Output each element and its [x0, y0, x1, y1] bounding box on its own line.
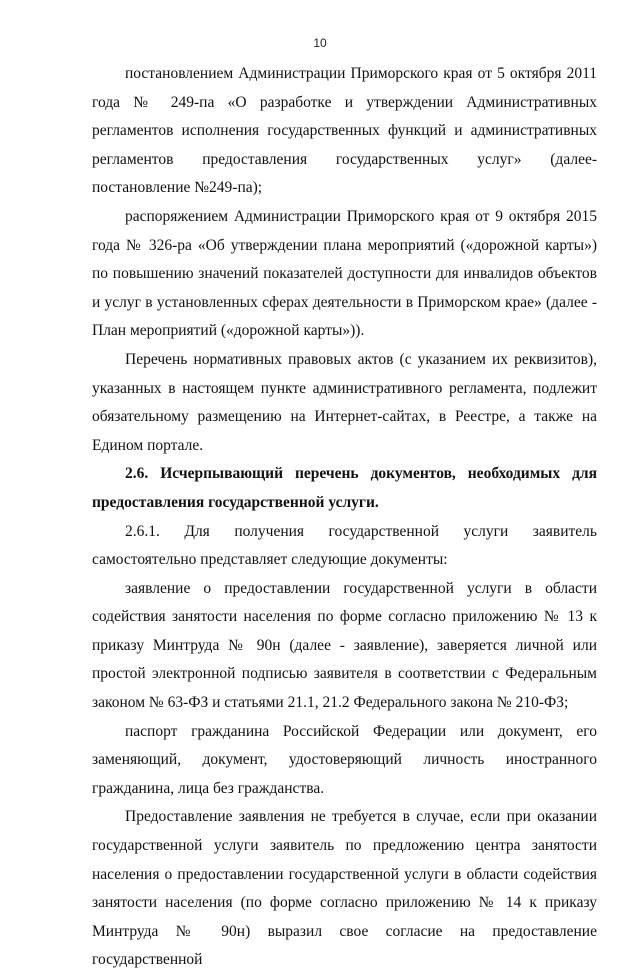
page-number: 10: [313, 36, 327, 50]
paragraph-legal-acts-list: Перечень нормативных правовых актов (с указанием их реквизитов), указанных в настоящем пункте административного регламента, подлежит обязательному размещению на Интернет-сайтах, в Реестре, а также на Едином портале.: [92, 350, 597, 454]
paragraph-resolution-249pa: постановлением Администрации Приморского края от 5 октября 2011 года № 249-па «О разработке и утверждении Административных регламентов исполнения государственных функций и административных регламентов предоставления государственных услуг» (далее- постановление №249-па);: [92, 65, 597, 197]
paragraph-passport: паспорт гражданина Российской Федерации или документ, его заменяющий, документ, удостоверяющий личность иностранного гражданина, лица без гражданства.: [92, 722, 597, 797]
paragraph-order-326ra: распоряжением Администрации Приморского края от 9 октября 2015 года № 326-ра «Об утверждении плана мероприятий («дорожной карты») по повышению значений показателей доступности для инвалидов объектов и услуг в установленных сферах деятельности в Приморском крае» (далее - План мероприятий («дорожной карты»)).: [92, 207, 597, 340]
document-body: [92, 60, 597, 975]
paragraph-2-6-1: 2.6.1. Для получения государственной услуги заявитель самостоятельно представляет следующие документы:: [92, 522, 597, 569]
paragraph-application-not-required: Предоставление заявления не требуется в случае, если при оказании государственной услуги заявитель по предложению центра занятости населения о предоставлении государственной услуги в области содействия занятости населения (по форме согласно приложению № 14 к приказу Минтруда № 90н) выразил свое согласие на предоставление государственной: [92, 808, 597, 969]
paragraph-application: заявление о предоставлении государственной услуги в области содействия занятости населения по форме согласно приложению № 13 к приказу Минтруда № 90н (далее - заявление), заверяется личной или простой электронной подписью заявителя в соответствии с Федеральным законом № 63-ФЗ и статьями 21.1, 21.2 Федерального закона № 210-ФЗ;: [92, 579, 597, 712]
section-heading-2-6: 2.6. Исчерпывающий перечень документов, необходимых для предоставления государственной услуги.: [92, 465, 597, 511]
